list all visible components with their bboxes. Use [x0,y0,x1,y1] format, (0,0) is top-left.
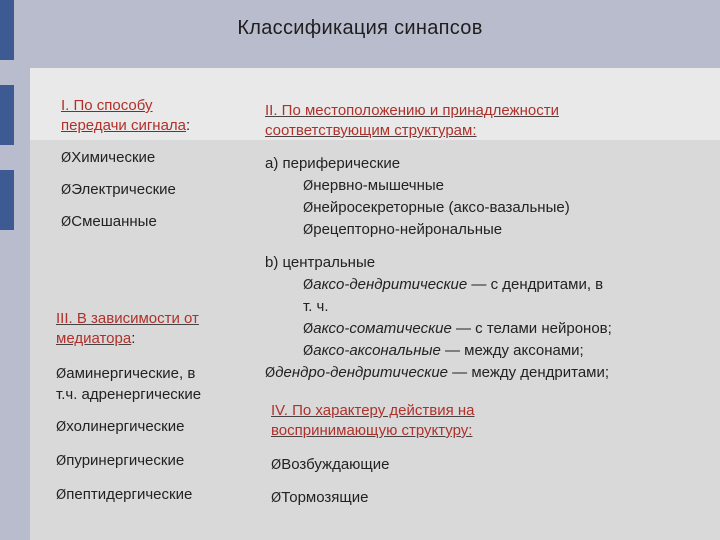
heading-1 [61,96,190,136]
list-item [56,364,201,405]
list-item-text: Химические [71,149,156,166]
heading-1-line2 [61,116,190,136]
heading-2 [265,101,559,141]
list-item-text: — с телами нейронов; [451,320,612,337]
subheading-peripheral: а) периферические [265,155,401,172]
list-item-text: пуринергические [66,452,185,469]
list-item [61,212,157,233]
arrow-bullet-icon: Ø [303,278,314,293]
arrow-bullet-icon: Ø [61,215,72,230]
list-item-term: аксо-соматические [313,320,452,337]
list-item-text: Возбуждающие [281,456,390,473]
list-item-line1 [56,364,201,385]
list-item-text: Тормозящие [281,489,369,506]
arrow-bullet-icon: Ø [265,366,276,381]
arrow-bullet-icon: Ø [271,458,282,473]
arrow-bullet-icon: Ø [303,322,314,337]
list-item [271,488,368,509]
arrow-bullet-icon: Ø [303,344,314,359]
list-item [303,341,584,362]
list-item-text: холинергические [66,418,185,435]
list-item-continuation: т. ч. [303,298,329,315]
heading-4-line1: IV. По характеру действия на [271,402,475,419]
list-item [303,319,612,340]
arrow-bullet-icon: Ø [303,201,314,216]
list-item [271,455,390,476]
list-item [61,180,176,201]
list-item-term: аксо-дендритические [313,276,468,293]
heading-3-line2 [56,329,199,349]
arrow-bullet-icon: Ø [271,491,282,506]
heading-3-text: медиатора [56,330,132,347]
heading-1-line1: I. По способу [61,97,153,114]
list-item-text: — между дендритами; [448,364,610,381]
heading-1-text: передачи сигнала [61,117,187,134]
heading-4-line2: воспринимающую структуру: [271,422,473,439]
arrow-bullet-icon: Ø [56,488,67,503]
heading-3-colon: : [131,330,136,347]
list-item-text: Электрические [71,181,176,198]
list-item-text: пептидергические [66,486,193,503]
arrow-bullet-icon: Ø [303,223,314,238]
left-accent-strip [0,170,14,230]
subheading-central: b) центральные [265,254,376,271]
list-item [303,198,570,219]
arrow-bullet-icon: Ø [61,183,72,198]
heading-4 [271,401,475,441]
list-item [303,176,444,197]
list-item [56,485,192,506]
arrow-bullet-icon: Ø [56,454,67,469]
list-item-line2: т.ч. адренергические [56,386,202,403]
list-item-text: аминергические, в [66,365,196,382]
list-item [61,148,155,169]
list-item-text: нейросекреторные (аксо-вазальные) [313,199,570,216]
heading-3 [56,309,199,349]
list-item-text: нервно-мышечные [313,177,444,194]
arrow-bullet-icon: Ø [56,420,67,435]
slide-title: Классификация синапсов [237,17,483,39]
heading-2-line1: II. По местоположению и принадлежности [265,102,559,119]
list-item [265,363,609,384]
list-item [303,220,502,241]
heading-2-line2: соответствующим структурам: [265,122,477,139]
list-item [56,417,184,438]
list-item-text: рецепторно-нейрональные [313,221,503,238]
left-accent-strip [0,85,14,145]
list-item-text: Смешанные [71,213,157,230]
list-item [56,451,184,472]
arrow-bullet-icon: Ø [303,179,314,194]
heading-1-colon: : [186,117,191,134]
list-item-term: аксо-аксональные [313,342,441,359]
list-item-text: — между аксонами; [440,342,584,359]
arrow-bullet-icon: Ø [61,151,72,166]
heading-3-line1: III. В зависимости от [56,310,199,327]
arrow-bullet-icon: Ø [56,367,67,382]
list-item-text: — с дендритами, в [467,276,604,293]
list-item [303,275,603,296]
list-item-term: дендро-дендритические [275,364,448,381]
